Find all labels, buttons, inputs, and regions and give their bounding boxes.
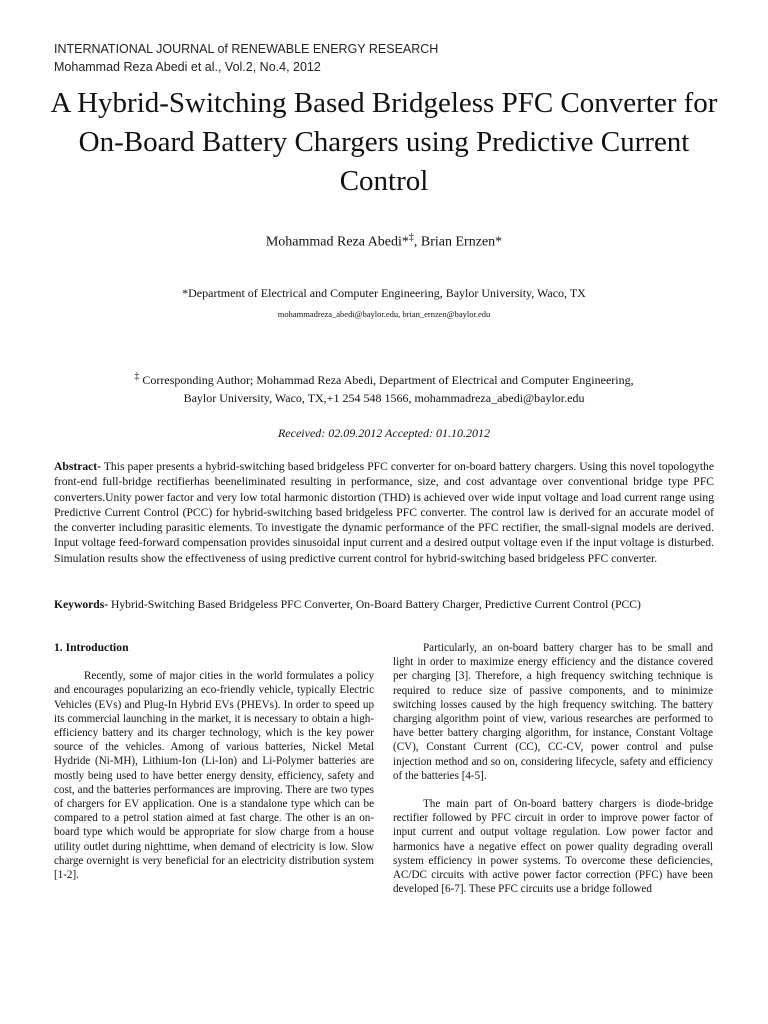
corresponding-mark: ‡: [408, 232, 414, 243]
corresponding-line-2: Baylor University, Waco, TX,+1 254 548 1566, mohammadreza_abedi@baylor.edu: [183, 391, 585, 405]
affiliation: *Department of Electrical and Computer Engineering, Baylor University, Waco, TX: [182, 286, 586, 300]
left-column: [54, 641, 374, 882]
keywords: [54, 597, 714, 612]
author-2: , Brian Ernzen*: [413, 234, 503, 250]
author-emails: mohammadreza_abedi@baylor.edu, brian_ernzen@baylor.edu: [277, 309, 491, 319]
received-dates: Received: 02.09.2012 Accepted: 01.10.2012: [277, 426, 491, 440]
author-line: [0, 232, 768, 251]
intro-paragraph-2: Particularly, an on-board battery charger has to be small and light in order to maximize energy efficiency and the distance covered per charging [3]. Therefore, a high frequency switching technique is required to reduce size of passive components, and to minimize switching losses caused by the high frequency switching. The battery charging algorithm point of view, various researches are performed to have better battery charging algorithm, for instance, Constant Voltage (CV), Constant Current (CC), CC-CV, power control and pulse injection method and so on, considering lifecycle, safety and efficiency of the batteries [4-5].: [393, 642, 713, 782]
right-column: [393, 641, 713, 896]
abstract: [54, 459, 714, 566]
author-1: Mohammad Reza Abedi*: [265, 234, 409, 250]
intro-paragraph-3: The main part of On-board battery chargers is diode-bridge rectifier followed by PFC circuit in order to improve power factor of input current and output voltage regulation. Low power factor and harmonics have a negative effect on power quality degrading overall system efficiency in power systems. To overcome these deficiencies, AC/DC circuits with active power factor correction (PFC) have been developed [6-7]. These PFC circuits use a bridge followed: [393, 798, 713, 896]
paper-title: A Hybrid-Switching Based Bridgeless PFC Converter for On-Board Battery Chargers using Predictive Current Control: [50, 87, 718, 197]
corresponding-line-1: Corresponding Author; Mohammad Reza Abedi, Department of Electrical and Computer Engineering,: [139, 373, 634, 387]
journal-header: [54, 40, 438, 76]
abstract-text: This paper presents a hybrid-switching based bridgeless PFC converter for on-board battery chargers. Using this novel topologythe front-end full-bridge rectifierhas beeneliminated resulting in performance, size, and cost advantage over conventional bridge type PFC converters.Unity power factor and very low total harmonic distortion (THD) is achieved over wide input voltage and load current range using Predictive Current Control (PCC) for hybrid-switching based bridgeless PFC converter. The control law is derived for an accurate model of the converter including parasitic elements. To investigate the dynamic performance of the PFC rectifier, the small-signal models are derived. Input voltage feed-forward compensation provides sinusoidal input current and a desired output voltage even if the input voltage is disturbed. Simulation results show the effectiveness of using predictive current control for hybrid-switching based bridgeless PFC converter.: [54, 460, 714, 565]
section-heading-introduction: 1. Introduction: [54, 641, 129, 654]
keywords-text: Hybrid-Switching Based Bridgeless PFC Converter, On-Board Battery Charger, Predictive Current Control (PCC): [108, 598, 641, 611]
abstract-label: Abstract-: [54, 460, 102, 473]
journal-citation: Mohammad Reza Abedi et al., Vol.2, No.4, 2012: [54, 60, 321, 74]
corresponding-symbol: ‡: [134, 371, 140, 382]
keywords-label: Keywords-: [54, 598, 109, 611]
corresponding-author: [60, 368, 708, 407]
journal-name: INTERNATIONAL JOURNAL of RENEWABLE ENERGY RESEARCH: [54, 42, 439, 56]
intro-paragraph-1: Recently, some of major cities in the world formulates a policy and encourages popularizing an eco-friendly vehicle, typically Electric Vehicles (EVs) and Plug-In Hybrid EVs (PHEVs). In order to speed up its commercial launching in the market, it is necessary to obtain a high-efficiency battery and its charger technology, which is the key power source of the vehicles. Among of various batteries, Nickel Metal Hydride (Ni-MH), Lithium-Ion (Li-Ion) and Li-Polymer batteries are mostly being used to have better energy density, efficiency, safety and cost, and the batteries performances are improving. There are two types of chargers for EV application. One is a standalone type which can be compared to a petrol station aimed at fast charge. The other is an on-board type which would be appropriate for slow charge from a house utility outlet during nighttime, when demand of electricity is low. Slow charge overnight is very beneficial for an electricity distribution system [1-2].: [54, 670, 374, 882]
